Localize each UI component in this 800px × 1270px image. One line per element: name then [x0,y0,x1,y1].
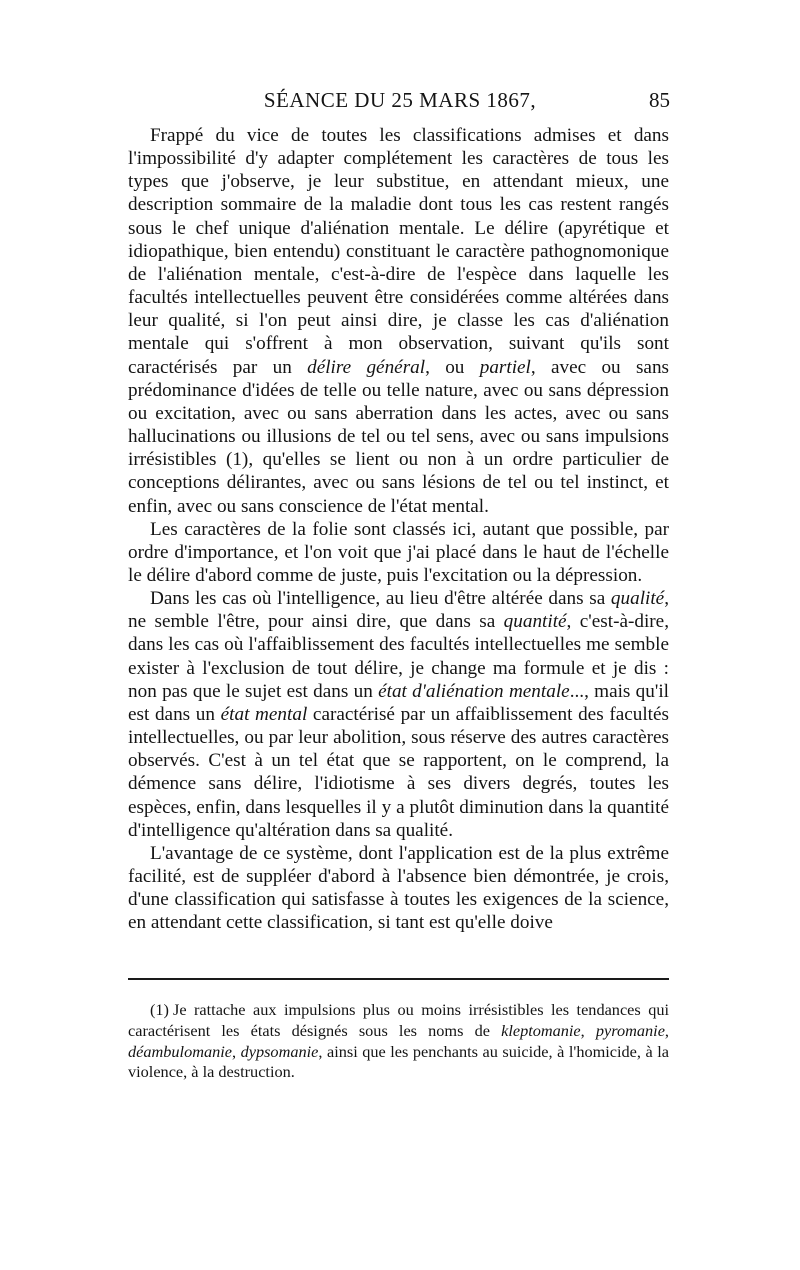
italic-text-run: état d'aliénation mentale [378,680,570,702]
italic-text-run: déambulomanie [128,1041,232,1061]
text-run: , [580,1020,596,1040]
body-paragraph [128,518,669,587]
italic-text-run: pyromanie [595,1020,665,1040]
text-run: L'avantage de ce système, dont l'application est de la plus extrême facilité, est de suppléer d'abord à l'absence bien démontrée, je crois, d'une classification qui satisfasse à toutes les exigences de la science, en attendant cette classification, si tant est qu'elle doive [128,842,669,934]
running-head-title: SÉANCE DU 25 MARS 1867, [263,88,537,112]
text-run: Je rattache aux impulsions plus ou moins irrésistibles les tendances qui caractérisent les états désignés sous les noms de [128,1000,669,1040]
italic-text-run: état mental [220,703,308,725]
text-run: ..., mais qu'il est dans un [128,680,669,725]
text-run: , ou [425,356,480,378]
body-text [128,124,669,934]
footnote-marker: (1) [150,1000,169,1019]
page-number: 85 [649,88,670,112]
italic-text-run: partiel [479,356,531,378]
text-run: Les caractères de la folie sont classés ici, autant que possible, par ordre d'importance, et l'on voit que j'ai placé dans le haut de l'échelle le délire d'abord comme de juste, puis l'excitation ou la dépression. [128,518,669,586]
footnote [128,1000,669,1083]
footnote-paragraph [128,1000,669,1083]
italic-text-run: qualité [610,588,665,610]
italic-text-run: délire général [307,356,426,378]
text-run: caractérisé par un affaiblissement des facultés intellectuelles, ou par leur abolition, sous réserve des autres caractères observés. C'est à un tel état que se rapportent, on le comprend, la démence sans délire, l'idiotisme à ses divers degrés, toutes les espèces, enfin, dans lesquelles il y a plutôt diminution dans la quantité d'intelligence qu'altération dans sa qualité. [128,703,669,841]
text-run: , [232,1041,241,1061]
italic-text-run: kleptomanie [501,1020,581,1040]
running-head [130,88,670,120]
text-run: , [664,1020,669,1040]
body-paragraph [128,842,669,935]
text-run: , ne semble l'être, pour ainsi dire, que dans sa [128,588,669,633]
footnote-separator-rule [128,978,669,980]
footnote-text [128,1000,669,1081]
italic-text-run: dypsomanie [240,1041,319,1061]
text-run: Frappé du vice de toutes les classifications admises et dans l'impossibilité d'y adapter complétement les caractères de tous les types que j'observe, je leur substitue, en attendant mieux, une description sommaire de la maladie dont tous les cas restent rangés sous le chef unique d'aliénation mentale. Le délire (apyrétique et idiopathique, bien entendu) constituant le caractère pathognomonique de l'aliénation mentale, c'est-à-dire de l'espèce dans laquelle les facultés intellectuelles peuvent être considérées comme altérées dans leur qualité, si l'on peut ainsi dire, je classe les cas d'aliénation mentale qui s'offrent à mon observation, suivant qu'ils sont caractérisés par un [128,125,669,378]
text-run: Dans les cas où l'intelligence, au lieu d'être altérée dans sa [150,588,611,610]
italic-text-run: quantité [503,611,567,633]
text-run: , avec ou sans prédominance d'idées de telle ou telle nature, avec ou sans dépression ou excitation, avec ou sans aberration dans les actes, avec ou sans hallucinations ou illusions de tel ou tel sens, avec ou sans impulsions irrésistibles (1), qu'elles se lient ou non à un ordre particulier de conceptions délirantes, avec ou sans lésions de tel ou tel instinct, et enfin, avec ou sans conscience de l'état mental. [128,356,670,517]
text-run: , ainsi que les penchants au suicide, à l'homicide, à la violence, à la destruction. [128,1041,669,1082]
text-run: , c'est-à-dire, dans les cas où l'affaiblissement des facultés intellectuelles me semble exister à l'exclusion de tout délire, je change ma formule et je dis : non pas que le sujet est dans un [128,611,669,702]
body-paragraph [128,124,669,518]
body-paragraph [128,587,669,842]
